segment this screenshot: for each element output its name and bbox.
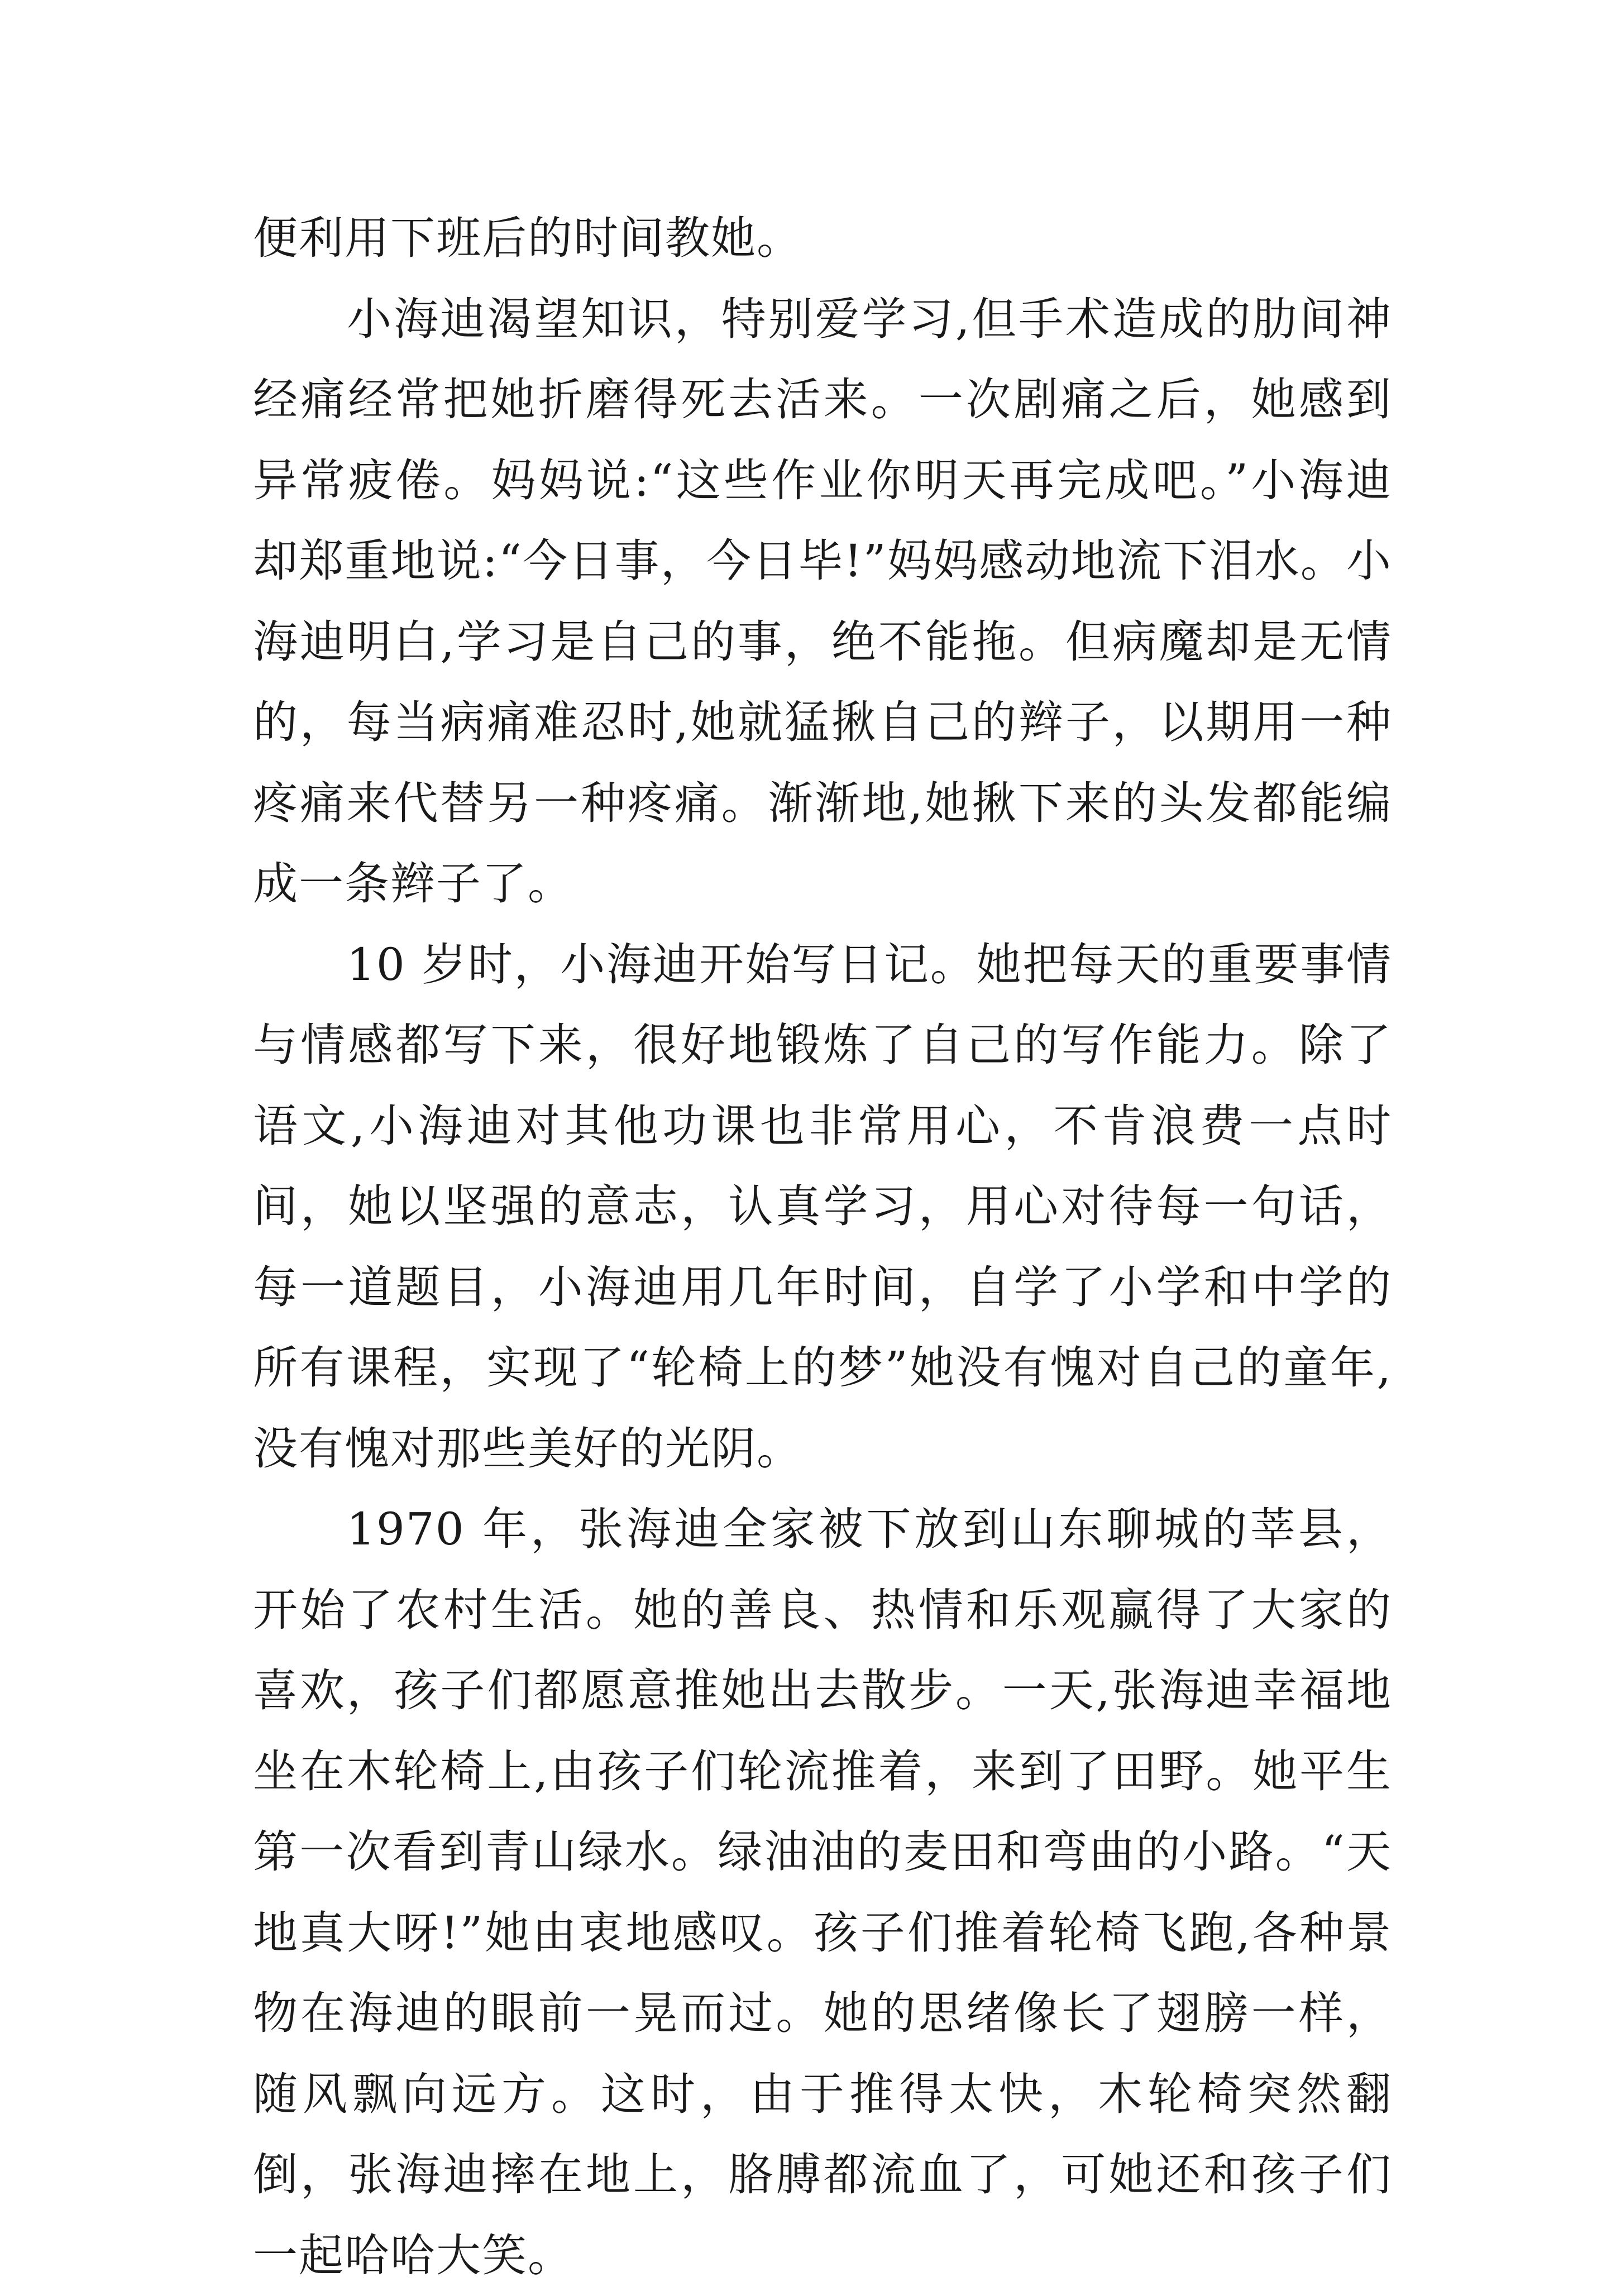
document-body [253,198,1392,2296]
paragraph-countryside: 1970 年，张海迪全家被下放到山东聊城的莘县，开始了农村生活。她的善良、热情和乐观赢得了大家的喜欢，孩子们都愿意推她出去散步。一天,张海迪幸福地坐在木轮椅上,由孩子们轮流推着，来到了田野。她平生第一次看到青山绿水。绿油油的麦田和弯曲的小路。“天地真大呀!”她由衷地感叹。孩子们推着轮椅飞跑,各种景物在海迪的眼前一晃而过。她的思绪像长了翅膀一样，随风飘向远方。这时，由于推得太快，木轮椅突然翻倒，张海迪摔在地上，胳膊都流血了，可她还和孩子们一起哈哈大笑。 [253,1503,1392,2281]
paragraph-continuation: 便利用下班后的时间教她。 [253,212,802,264]
paragraph-study: 小海迪渴望知识，特别爱学习,但手术造成的肋间神经痛经常把她折磨得死去活来。一次剧痛之后，她感到异常疲倦。妈妈说:“这些作业你明天再完成吧。”小海迪却郑重地说:“今日事，今日毕!”妈妈感动地流下泪水。小海迪明白,学习是自己的事，绝不能拖。但病魔却是无情的，每当病痛难忍时,她就猛揪自己的辫子，以期用一种疼痛来代替另一种疼痛。渐渐地,她揪下来的头发都能编成一条辫子了。 [253,293,1392,910]
paragraph-diary: 10 岁时，小海迪开始写日记。她把每天的重要事情与情感都写下来，很好地锻炼了自己的写作能力。除了语文,小海迪对其他功课也非常用心，不肯浪费一点时间，她以坚强的意志，认真学习，用心对待每一句话，每一道题目，小海迪用几年时间，自学了小学和中学的所有课程，实现了“轮椅上的梦”她没有愧对自己的童年,没有愧对那些美好的光阴。 [253,938,1392,1475]
